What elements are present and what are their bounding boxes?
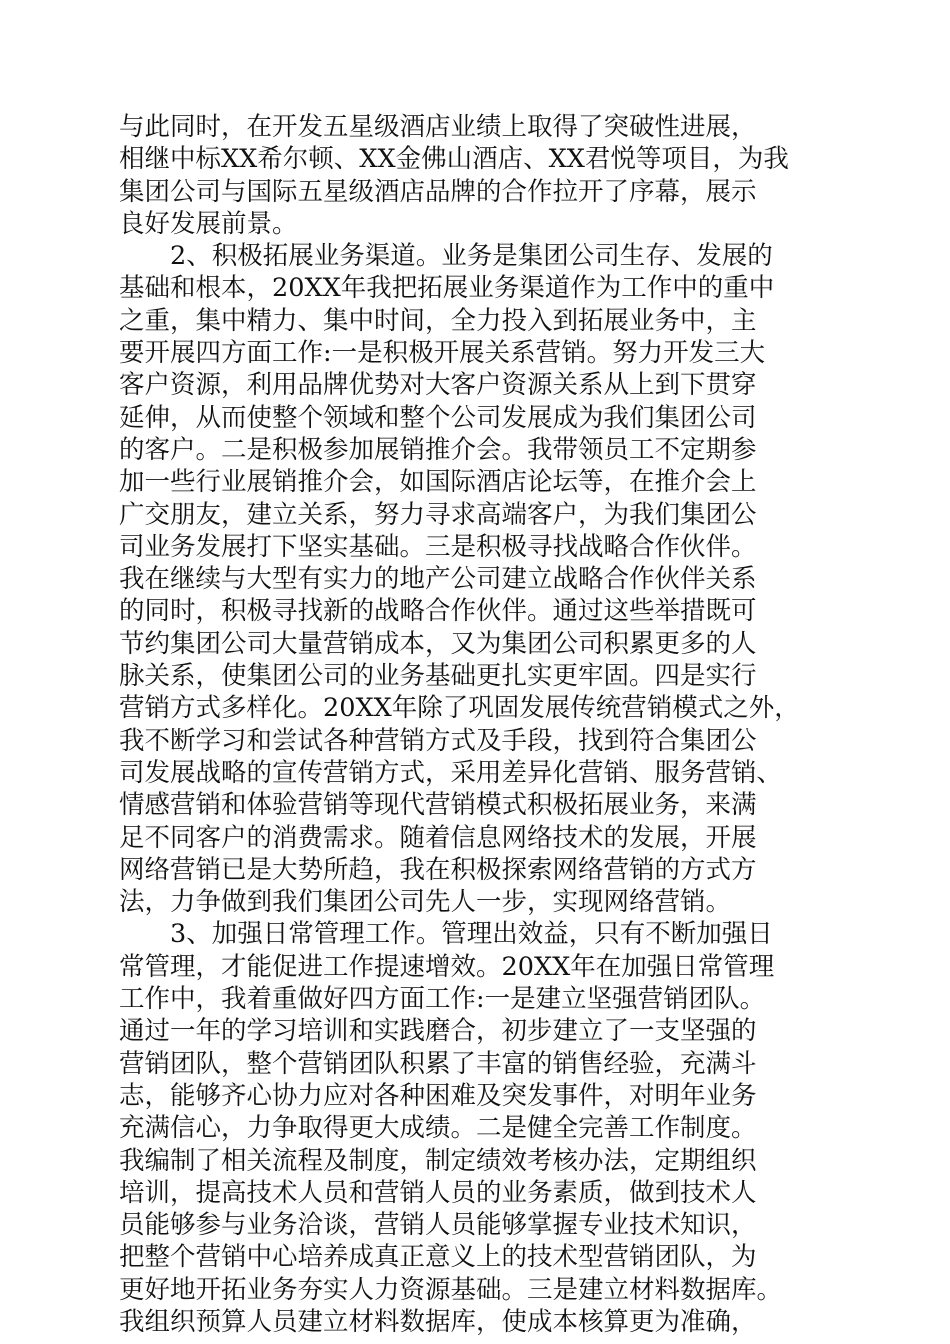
- text-line: 营销团队，整个营销团队积累了丰富的销售经验，充满斗: [119, 1048, 757, 1079]
- text-line: 我不断学习和尝试各种营销方式及手段，找到符合集团公: [119, 725, 757, 756]
- text-line: 之重，集中精力、集中时间，全力投入到拓展业务中，主: [119, 305, 757, 336]
- text-line: 足不同客户的消费需求。随着信息网络技术的发展，开展: [119, 822, 757, 853]
- text-line: 工作中，我着重做好四方面工作:一是建立坚强营销团队。: [119, 984, 766, 1015]
- text-line: 脉关系，使集团公司的业务基础更扎实更牢固。四是实行: [119, 661, 757, 692]
- text-line: 情感营销和体验营销等现代营销模式积极拓展业务，来满: [119, 790, 757, 821]
- text-line: 2、积极拓展业务渠道。业务是集团公司生存、发展的: [119, 241, 773, 272]
- text-line: 节约集团公司大量营销成本，又为集团公司积累更多的人: [119, 628, 757, 659]
- text-line: 良好发展前景。: [119, 208, 298, 239]
- text-line: 志，能够齐心协力应对各种困难及突发事件，对明年业务: [119, 1080, 757, 1111]
- text-line: 法，力争做到我们集团公司先人一步，实现网络营销。: [119, 887, 732, 918]
- text-line: 的客户。二是积极参加展销推介会。我带领员工不定期参: [119, 434, 757, 465]
- text-line: 营销方式多样化。20XX年除了巩固发展传统营销模式之外，: [119, 693, 800, 724]
- text-line: 集团公司与国际五星级酒店品牌的合作拉开了序幕，展示: [119, 176, 757, 207]
- text-line: 司发展战略的宣传营销方式，采用差异化营销、服务营销、: [119, 757, 783, 788]
- text-line: 更好地开拓业务夯实人力资源基础。三是建立材料数据库。: [119, 1274, 783, 1305]
- body-text: [119, 111, 839, 1338]
- text-line: 3、加强日常管理工作。管理出效益，只有不断加强日: [119, 919, 773, 950]
- text-line: 我在继续与大型有实力的地产公司建立战略合作伙伴关系: [119, 564, 757, 595]
- text-line: 我编制了相关流程及制度，制定绩效考核办法，定期组织: [119, 1145, 757, 1176]
- text-line: 广交朋友，建立关系，努力寻求高端客户，为我们集团公: [119, 499, 757, 530]
- text-line: 我组织预算人员建立材料数据库，使成本核算更为准确，: [119, 1306, 757, 1337]
- text-line: 相继中标XX希尔顿、XX金佛山酒店、XX君悦等项目，为我: [119, 144, 789, 175]
- text-line: 延伸，从而使整个领域和整个公司发展成为我们集团公司: [119, 402, 757, 433]
- text-line: 的同时，积极寻找新的战略合作伙伴。通过这些举措既可: [119, 596, 757, 627]
- text-line: 员能够参与业务洽谈，营销人员能够掌握专业技术知识，: [119, 1210, 757, 1241]
- text-line: 与此同时，在开发五星级酒店业绩上取得了突破性进展，: [119, 112, 757, 142]
- text-line: 司业务发展打下坚实基础。三是积极寻找战略合作伙伴。: [119, 531, 757, 562]
- text-line: 把整个营销中心培养成真正意义上的技术型营销团队，为: [119, 1242, 757, 1273]
- text-line: 常管理，才能促进工作提速增效。20XX年在加强日常管理: [119, 951, 775, 982]
- text-line: 通过一年的学习培训和实践磨合，初步建立了一支坚强的: [119, 1016, 757, 1047]
- text-line: 培训，提高技术人员和营销人员的业务素质，做到技术人: [119, 1177, 757, 1208]
- text-line: 加一些行业展销推介会，如国际酒店论坛等，在推介会上: [119, 467, 757, 498]
- text-line: 客户资源，利用品牌优势对大客户资源关系从上到下贯穿: [119, 370, 757, 401]
- text-line: 充满信心，力争取得更大成绩。二是健全完善工作制度。: [119, 1113, 757, 1144]
- text-line: 网络营销已是大势所趋，我在积极探索网络营销的方式方: [119, 854, 757, 885]
- text-line: 基础和根本，20XX年我把拓展业务渠道作为工作中的重中: [119, 273, 775, 304]
- text-line: 要开展四方面工作:一是积极开展关系营销。努力开发三大: [119, 338, 766, 369]
